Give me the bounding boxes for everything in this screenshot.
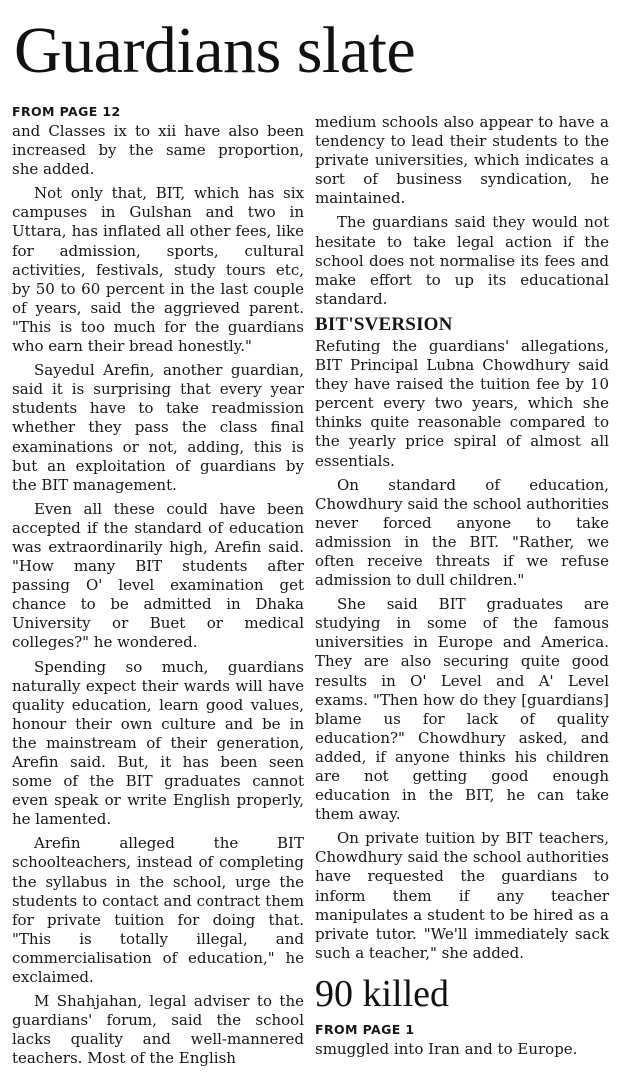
article-paragraph: Spending so much, guardians naturally expect their wards will have quality education, learn good values, honour their own culture and be in the mainstream of their generation, Arefin said. But, it has been seen some of the BIT graduates cannot even speak or write English properly, he lamented. [12,657,304,829]
article-paragraph: Refuting the guardians' allegations, BIT Principal Lubna Chowdhury said they have raised the tuition fee by 10 percent every two years, which she thinks quite reasonable compared to the yearly price spiral of almost all essentials. [315,336,609,470]
article-paragraph: M Shahjahan, legal adviser to the guardians' forum, said the school lacks quality and well-mannered teachers. Most of the English [12,992,304,1068]
second-story-kicker: FROM PAGE 1 [315,1021,415,1037]
article-paragraph: She said BIT graduates are studying in some of the famous universities in Europe and America. They are also securing quite good results in O' Level and A' Level exams. "Then how do they [guardians] blame us for lack of quality education?" Chowdhury asked, and added, if anyone thinks his children are not getting good enough education in the BIT, he can take them away. [315,595,609,824]
article-paragraph: Sayedul Arefin, another guardian, said it is surprising that every year students have to take readmission whether they pass the class final examinations or not, adding, this is but an exploitation of guardians by the BIT management. [12,361,304,494]
article-paragraph: Not only that, BIT, which has six campuses in Gulshan and two in Uttara, has inflated all other fees, like for admission, sports, cultural activities, festivals, study tours etc, by 50 to 60 percent in the last couple of years, said the aggrieved parent. "This is too much for the guardians who earn their bread honestly." [12,184,304,356]
section-subhead: BIT'SVERSION [315,313,453,335]
second-story-headline: 90 killed [315,972,450,1015]
continuation-kicker: FROM PAGE 12 [12,104,121,119]
article-paragraph: Arefin alleged the BIT schoolteachers, instead of completing the syllabus in the school, urge the students to contact and contract them for private tuition for doing that. "This is totally illegal, and commercialisation of education," he exclaimed. [12,834,304,987]
left-column [12,103,304,1074]
article-paragraph: and Classes ix to xii have also been increased by the same proportion, she added. [12,122,304,179]
article-paragraph: The guardians said they would not hesitate to take legal action if the school does not normalise its fees and make effort to up its educational standard. [315,213,609,308]
article-paragraph: On private tuition by BIT teachers, Chowdhury said the school authorities have requested the guardians to inform them if any teacher manipulates a student to be hired as a private tutor. "We'll immediately sack such a teacher," she added. [315,829,609,962]
right-column [315,113,609,1064]
article-paragraph: medium schools also appear to have a tendency to lead their students to the private universities, which indicates a sort of business syndication, he maintained. [315,113,609,208]
second-story-paragraph: smuggled into Iran and to Europe. [315,1039,578,1058]
article-paragraph: Even all these could have been accepted if the standard of education was extraordinarily high, Arefin said. "How many BIT students after passing O' level examination get chance to be admitted in Dhaka University or Buet or medical colleges?" he wondered. [12,499,304,652]
headline: Guardians slate [14,14,416,87]
article-paragraph: On standard of education, Chowdhury said the school authorities never forced anyone to take admission in the BIT. "Rather, we often receive threats if we refuse admission to dull children." [315,475,609,590]
